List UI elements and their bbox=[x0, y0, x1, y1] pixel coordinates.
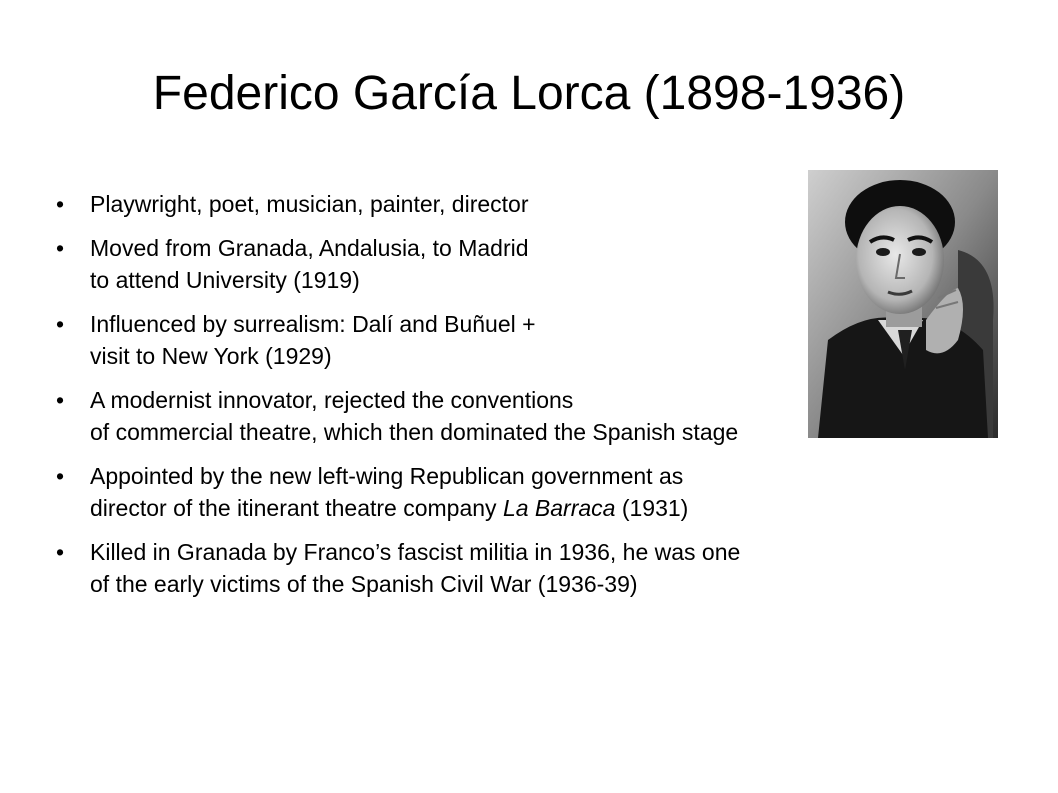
bullet-item bbox=[56, 308, 1016, 372]
bullet-text: A modernist innovator, rejected the conventions bbox=[90, 387, 574, 413]
bullet-text: Moved from Granada, Andalusia, to Madrid bbox=[90, 235, 529, 261]
bullet-text: visit to New York (1929) bbox=[90, 343, 332, 369]
bullet-text: Appointed by the new left-wing Republican government as bbox=[90, 463, 684, 489]
bullet-marker: • bbox=[56, 235, 65, 261]
bullet-text: Killed in Granada by Franco’s fascist militia in 1936, he was one bbox=[90, 539, 741, 565]
bullet-list bbox=[56, 188, 1016, 612]
bullet-text: of commercial theatre, which then dominated the Spanish stage bbox=[90, 419, 739, 445]
bullet-marker: • bbox=[56, 463, 65, 489]
bullet-text-part: director of the itinerant theatre company bbox=[90, 495, 503, 521]
bullet-item bbox=[56, 232, 1016, 296]
bullet-marker: • bbox=[56, 191, 65, 217]
bullet-item bbox=[56, 384, 1016, 448]
bullet-marker: • bbox=[56, 311, 65, 337]
bullet-marker: • bbox=[56, 539, 65, 565]
bullet-text: Influenced by surrealism: Dalí and Buñuel + bbox=[90, 311, 536, 337]
bullet-text: of the early victims of the Spanish Civil War (1936-39) bbox=[90, 571, 638, 597]
bullet-marker: • bbox=[56, 387, 65, 413]
bullet-item bbox=[56, 536, 1016, 600]
bullet-text-part: (1931) bbox=[615, 495, 689, 521]
slide-title: Federico García Lorca (1898-1936) bbox=[152, 67, 906, 120]
bullet-text: Playwright, poet, musician, painter, director bbox=[90, 191, 529, 217]
company-name: La Barraca bbox=[502, 495, 616, 521]
bullet-text: to attend University (1919) bbox=[90, 267, 360, 293]
bullet-item bbox=[56, 460, 1016, 524]
bullet-item bbox=[56, 188, 1016, 220]
bullet-text bbox=[90, 492, 1016, 524]
